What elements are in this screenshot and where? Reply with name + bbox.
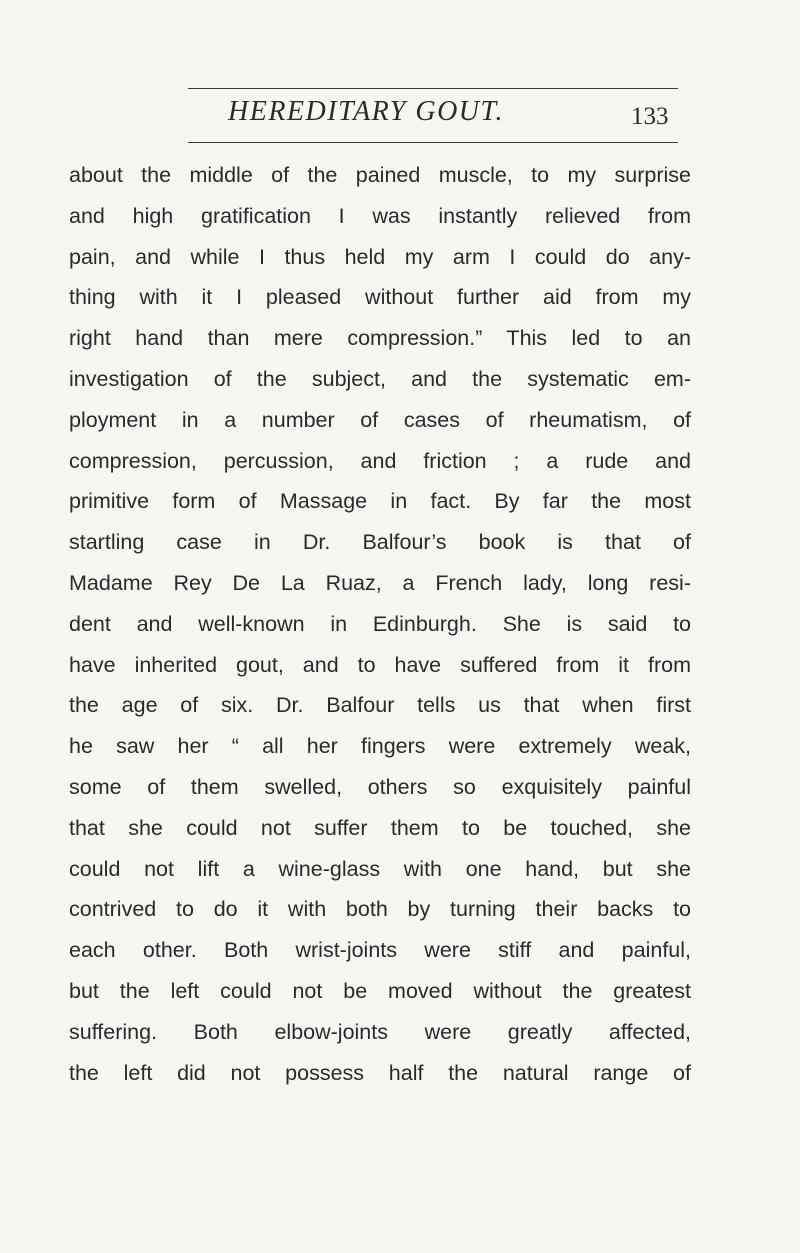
page-number: 133: [631, 103, 669, 130]
text-line: the age of six. Dr. Balfour tells us that when first: [69, 693, 691, 718]
text-line: thing with it I pleased without further aid from my: [69, 285, 691, 310]
text-line: he saw her “ all her fingers were extremely weak,: [69, 734, 691, 759]
text-line: about the middle of the pained muscle, to my surprise: [69, 163, 691, 187]
text-line: pain, and while I thus held my arm I could do any-: [69, 244, 691, 269]
text-line: investigation of the subject, and the systematic em-: [69, 366, 691, 391]
text-line: that she could not suffer them to be touched, she: [69, 815, 691, 840]
text-line: ployment in a number of cases of rheumatism, of: [69, 407, 691, 432]
text-line: Madame Rey De La Ruaz, a French lady, long resi-: [69, 570, 691, 595]
running-head: HEREDITARY GOUT.: [228, 96, 504, 127]
text-line: could not lift a wine-glass with one hand, but she: [69, 856, 691, 881]
text-line: startling case in Dr. Balfour’s book is that of: [69, 530, 691, 555]
text-line: but the left could not be moved without the greatest: [69, 978, 691, 1003]
body-text: [69, 155, 691, 1093]
text-line: suffering. Both elbow-joints were greatly affected,: [69, 1019, 691, 1044]
text-line: have inherited gout, and to have suffered from it from: [69, 652, 691, 677]
text-line: right hand than mere compression.” This led to an: [69, 326, 691, 351]
text-line: and high gratification I was instantly relieved from: [69, 203, 691, 228]
header-rule-bottom: [188, 142, 678, 143]
text-line: each other. Both wrist-joints were stiff and painful,: [69, 938, 691, 963]
text-line: compression, percussion, and friction ; a rude and: [69, 448, 691, 473]
text-line: contrived to do it with both by turning their backs to: [69, 897, 691, 922]
text-line: some of them swelled, others so exquisitely painful: [69, 774, 691, 799]
text-line: the left did not possess half the natural range of: [69, 1060, 691, 1085]
text-line: dent and well-known in Edinburgh. She is said to: [69, 611, 691, 636]
header-rule-top: [188, 88, 678, 89]
text-line: primitive form of Massage in fact. By far the most: [69, 489, 691, 514]
